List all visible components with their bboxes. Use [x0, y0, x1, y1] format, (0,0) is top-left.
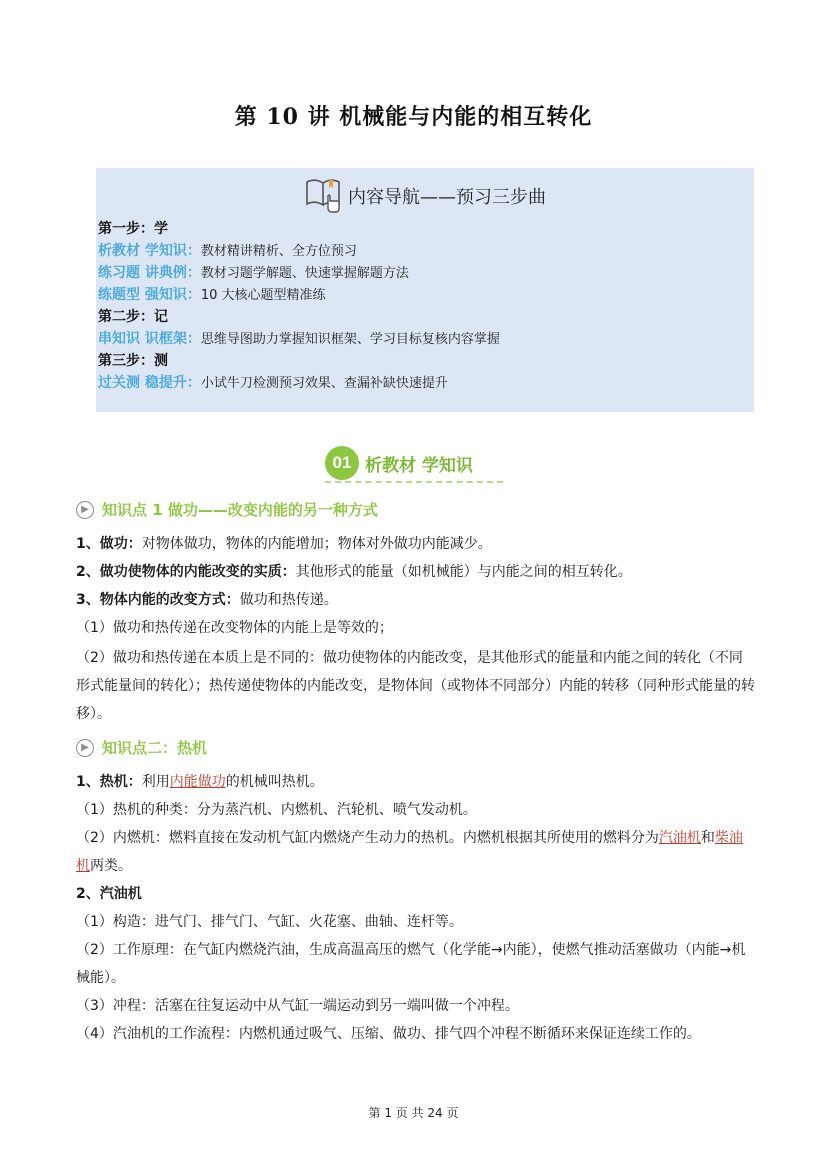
paragraph-text: （2）内燃机：燃料直接在发动机气缸内燃烧产生动力的热机。内燃机根据其所使用的燃料分为	[76, 830, 659, 846]
paragraph-text: 和	[700, 830, 715, 846]
step-3-label: 第三步：测	[98, 353, 168, 369]
paragraph: （1）热机的种类：分为蒸汽机、内燃机、汽轮机、喷气发动机。	[76, 802, 477, 818]
section-title: 析教材 学知识	[365, 455, 473, 476]
paragraph-heading: 2、汽油机	[76, 886, 142, 902]
paragraph	[76, 530, 756, 558]
paragraph-text: 利用	[141, 774, 170, 790]
paragraph-heading: 1、做功：	[76, 536, 142, 552]
nav-item	[98, 284, 326, 307]
nav-item-tag: 练题型 强知识：	[98, 287, 201, 303]
nav-item-desc: 教材精讲精析、全方位预习	[200, 244, 357, 259]
nav-item-desc: 思维导图助力掌握知识框架、学习目标复核内容掌握	[200, 332, 500, 347]
paragraph-heading: 3、物体内能的改变方式：	[76, 592, 240, 608]
play-circle-icon: ▶	[76, 739, 94, 757]
paragraph: （2）做功和热传递在本质上是不同的：做功使物体的内能改变，是其他形式的能量和内能之间的转化（不同形式能量间的转化）；热传递使物体的内能改变，是物体间（或物体不同部分）内能的转移（同种形式能量的转移）。	[76, 650, 755, 722]
paragraph-text: 做功和热传递。	[239, 592, 338, 608]
paragraph-text: 其他形式的能量（如机械能）与内能之间的相互转化。	[295, 564, 632, 580]
play-circle-icon: ▶	[76, 501, 94, 519]
paragraph-heading: 2、做功使物体的内能改变的实质：	[76, 564, 296, 580]
paragraph-text: 两类。	[90, 858, 132, 874]
paragraph-text: 的机械叫热机。	[225, 774, 324, 790]
nav-title: 内容导航——预习三步曲	[348, 187, 546, 208]
nav-item	[98, 240, 357, 263]
paragraph: （4）汽油机的工作流程：内燃机通过吸气、压缩、做功、排气四个冲程不断循环来保证连续工作的。	[76, 1026, 701, 1042]
paragraph	[76, 586, 756, 614]
knowledge-point-title: 知识点二：热机	[102, 739, 208, 757]
content-navigation-box	[96, 168, 754, 412]
paragraph: （1）构造：进气门、排气门、气缸、火花塞、曲轴、连杆等。	[76, 914, 463, 930]
section-underline	[325, 481, 503, 483]
knowledge-point-1-heading	[76, 499, 378, 520]
nav-item	[98, 262, 409, 285]
nav-item-tag: 串知识 识框架：	[98, 331, 201, 347]
page-footer: 第 1 页 共 24 页	[368, 1106, 459, 1120]
key-term: 汽油机	[658, 830, 701, 846]
paragraph: （1）做功和热传递在改变物体的内能上是等效的；	[76, 620, 393, 636]
paragraph: （3）冲程：活塞在往复运动中从气缸一端运动到另一端叫做一个冲程。	[76, 998, 519, 1014]
nav-item-desc: 教材习题学解题、快速掌握解题方法	[200, 266, 409, 281]
knowledge-point-title: 知识点 1 做功——改变内能的另一种方式	[102, 501, 378, 519]
nav-header	[96, 174, 754, 218]
paragraph	[76, 824, 756, 880]
paragraph-text: 对物体做功，物体的内能增加；物体对外做功内能减少。	[141, 536, 492, 552]
section-number-badge: 01	[325, 446, 359, 480]
nav-item	[98, 372, 448, 395]
document-title: 第 10 讲 机械能与内能的相互转化	[234, 104, 593, 130]
nav-item-desc: 小试牛刀检测预习效果、查漏补缺快速提升	[200, 376, 448, 391]
section-badge	[325, 446, 473, 480]
paragraph-heading: 1、热机：	[76, 774, 142, 790]
nav-item-tag: 析教材 学知识：	[98, 243, 201, 259]
key-term: 内能做功	[169, 774, 226, 790]
step-2-label: 第二步：记	[98, 309, 168, 325]
paragraph	[76, 768, 756, 796]
knowledge-point-2-heading	[76, 737, 207, 758]
nav-item-desc: 10 大核心题型精准练	[200, 288, 326, 303]
book-hand-icon	[304, 174, 344, 218]
nav-item-tag: 练习题 讲典例：	[98, 265, 201, 281]
nav-item	[98, 328, 500, 351]
nav-item-tag: 过关测 稳提升：	[98, 375, 201, 391]
paragraph: （2）工作原理：在气缸内燃烧汽油，生成高温高压的燃气（化学能→内能），使燃气推动活塞做功（内能→机械能）。	[76, 942, 746, 986]
key-term: 柴油机	[76, 830, 743, 874]
paragraph	[76, 558, 756, 586]
step-1-label: 第一步：学	[98, 221, 168, 237]
